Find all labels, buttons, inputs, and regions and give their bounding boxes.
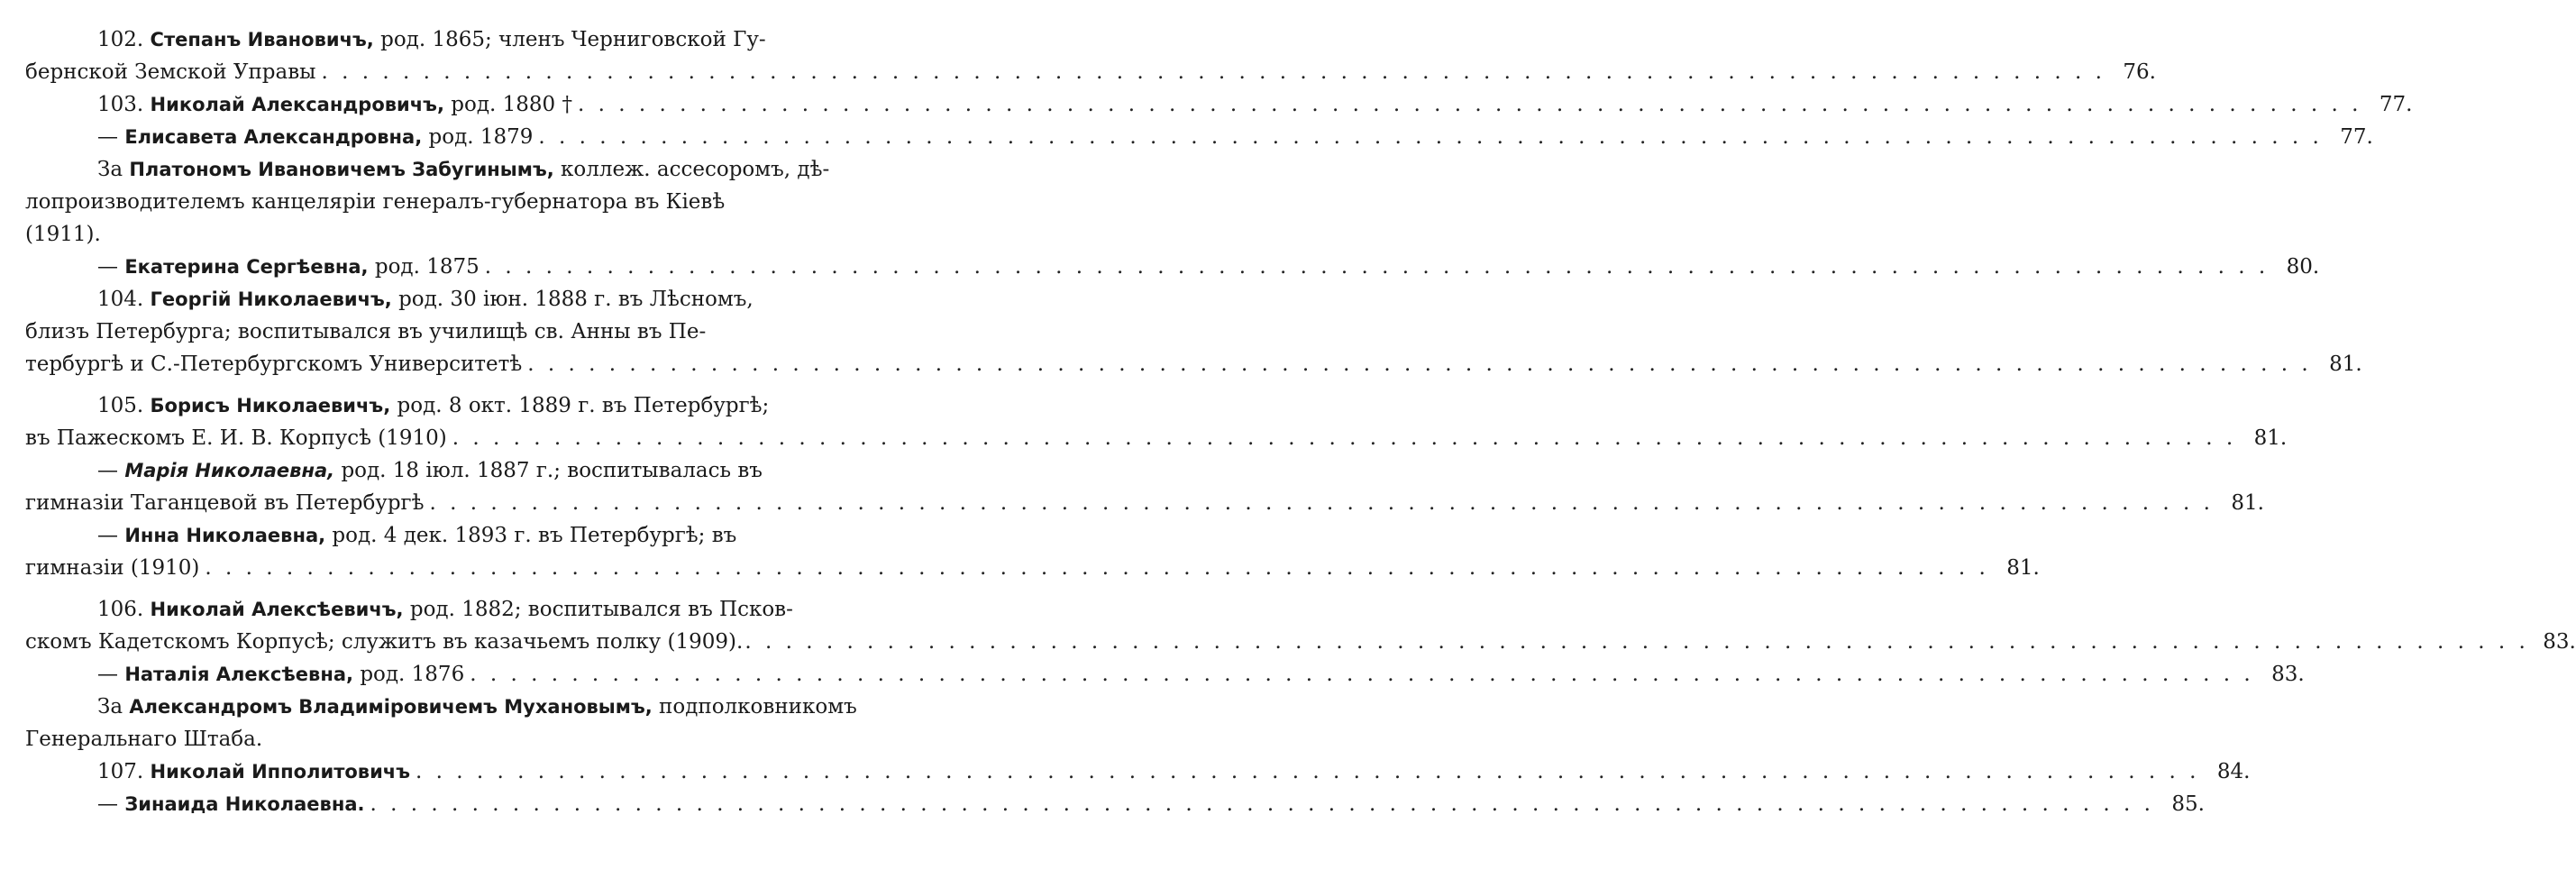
page-number: 81. xyxy=(2006,556,2040,580)
entry-dash: — xyxy=(97,792,118,816)
dot-leader xyxy=(578,88,2361,121)
index-entry-105 xyxy=(25,389,2288,454)
entry-text: скомъ Кадетскомъ Корпусѣ; служитъ въ казачьемъ полку (1909). xyxy=(25,630,744,654)
index-entry-104 xyxy=(25,283,2362,380)
page-number: 83. xyxy=(2543,630,2576,654)
entry-text: род. 1880 † xyxy=(451,93,572,116)
page-number: 76. xyxy=(2123,60,2156,84)
entry-text: гимназіи (1910) xyxy=(25,556,200,580)
entry-line xyxy=(25,251,2320,283)
person-name: Борисъ Николаевичъ, xyxy=(150,395,391,417)
person-name: Георгій Николаевичъ, xyxy=(150,288,392,310)
entry-lead: За xyxy=(97,695,123,719)
person-name: Александромъ Владиміровичемъ Мухановымъ, xyxy=(129,696,653,718)
entry-line xyxy=(25,316,936,348)
dot-leader xyxy=(429,487,2213,519)
index-entry-106 xyxy=(25,593,2576,658)
person-name: Николай Алексѣевичъ, xyxy=(150,599,404,620)
entry-number: 106. xyxy=(97,598,144,621)
page-number: 81. xyxy=(2231,491,2264,515)
dot-leader xyxy=(538,121,2322,153)
person-name: Инна Николаевна, xyxy=(124,525,326,546)
person-name: Николай Александровичъ, xyxy=(150,94,444,115)
entry-line xyxy=(25,691,936,723)
entry-text: род. 18 іюл. 1887 г.; воспитывалась въ xyxy=(341,459,763,482)
entry-line xyxy=(25,186,936,218)
entry-text: тербургѣ и С.-Петербургскомъ Университетѣ xyxy=(25,352,523,376)
index-entry-102 xyxy=(25,23,2156,88)
entry-text: бернской Земской Управы xyxy=(25,60,316,84)
entry-text: подполковникомъ xyxy=(659,695,857,719)
entry-text-wrap xyxy=(97,658,464,691)
index-entry-inna xyxy=(25,519,2040,584)
entry-line xyxy=(25,454,936,487)
entry-line xyxy=(25,23,936,56)
person-name: Елисавета Александровна, xyxy=(124,126,423,148)
entry-line xyxy=(25,389,936,422)
entry-text: въ Пажескомъ Е. И. В. Корпусѣ (1910) xyxy=(25,426,447,450)
entry-text: род. 30 іюн. 1888 г. въ Лѣсномъ, xyxy=(398,288,754,311)
entry-line xyxy=(25,56,2156,88)
person-name: Екатерина Сергѣевна, xyxy=(124,256,369,278)
entry-dash: — xyxy=(97,125,118,149)
entry-number: 105. xyxy=(97,394,144,417)
entry-line xyxy=(25,788,2205,820)
entry-number: 107. xyxy=(97,760,144,783)
entry-text: гимназіи Таганцевой въ Петербургѣ xyxy=(25,491,425,515)
index-entry-maria xyxy=(25,454,2264,519)
dot-leader xyxy=(470,658,2253,691)
person-name: Зинаида Николаевна. xyxy=(124,793,365,815)
person-name: Марія Николаевна, xyxy=(124,460,335,481)
dot-leader xyxy=(527,348,2311,380)
index-page xyxy=(25,23,2576,820)
entry-line xyxy=(25,487,2264,519)
entry-line xyxy=(25,422,2288,454)
dot-leader xyxy=(744,626,2528,658)
entry-text: род. 1879 xyxy=(428,125,534,149)
entry-line xyxy=(25,519,936,552)
dot-leader xyxy=(416,755,2199,788)
page-number: 81. xyxy=(2329,352,2362,376)
page-number: 77. xyxy=(2340,125,2373,149)
entry-line xyxy=(25,348,2362,380)
entry-line xyxy=(25,552,2040,584)
index-entry-107 xyxy=(25,755,2251,788)
page-number: 84. xyxy=(2216,760,2251,783)
entry-text: близъ Петербурга; воспитывался въ училищѣ св. Анны въ Пе- xyxy=(25,320,707,343)
index-entry-elisaveta xyxy=(25,121,2373,153)
person-name: Платономъ Ивановичемъ Забугинымъ, xyxy=(129,159,554,180)
entry-text: род. 1875 xyxy=(374,255,480,279)
entry-lead: За xyxy=(97,158,123,181)
dot-leader xyxy=(321,56,2105,88)
entry-line xyxy=(25,121,2373,153)
entry-dash: — xyxy=(97,663,118,686)
index-entry-spouse-zabugin xyxy=(25,153,936,251)
person-name: Николай Ипполитовичъ xyxy=(150,761,410,783)
entry-line xyxy=(25,153,936,186)
entry-text: род. 4 дек. 1893 г. въ Петербургѣ; въ xyxy=(332,524,737,547)
person-name: Наталія Алексѣевна, xyxy=(124,664,353,685)
page-number: 83. xyxy=(2271,663,2305,686)
entry-text: лопроизводителемъ канцеляріи генералъ-губернатора въ Кіевѣ xyxy=(25,190,726,214)
entry-text: род. 1876 xyxy=(360,663,465,686)
entry-line xyxy=(25,658,2305,691)
page-number: 77. xyxy=(2379,93,2413,116)
person-name: Степанъ Ивановичъ, xyxy=(150,29,374,50)
entry-text: (1911). xyxy=(25,223,101,246)
dot-leader xyxy=(485,251,2269,283)
entry-line xyxy=(25,593,936,626)
index-entry-spouse-mukhanov xyxy=(25,691,936,755)
entry-line xyxy=(25,88,2413,121)
index-entry-natalia xyxy=(25,658,2305,691)
page-number: 85. xyxy=(2171,792,2205,816)
entry-line xyxy=(25,626,2576,658)
entry-line xyxy=(25,755,2251,788)
entry-text-wrap xyxy=(97,788,365,820)
page-number: 81. xyxy=(2253,426,2288,450)
entry-dash: — xyxy=(97,459,118,482)
index-entry-zinaida xyxy=(25,788,2205,820)
entry-line xyxy=(25,218,936,251)
entry-text: Генеральнаго Штаба. xyxy=(25,728,263,751)
entry-number: 102. xyxy=(97,28,144,51)
entry-dash: — xyxy=(97,255,118,279)
entry-line xyxy=(25,723,936,755)
entry-dash: — xyxy=(97,524,118,547)
entry-text: род. 1865; членъ Черниговской Гу- xyxy=(380,28,766,51)
entry-number: 104. xyxy=(97,288,144,311)
entry-text-wrap xyxy=(97,755,410,788)
entry-text-wrap xyxy=(97,88,572,121)
entry-text: род. 8 окт. 1889 г. въ Петербургѣ; xyxy=(397,394,770,417)
dot-leader xyxy=(205,552,1988,584)
dot-leader xyxy=(452,422,2236,454)
dot-leader xyxy=(370,788,2154,820)
entry-text: род. 1882; воспитывался въ Псков- xyxy=(409,598,793,621)
entry-number: 103. xyxy=(97,93,144,116)
entry-text-wrap xyxy=(97,251,480,283)
index-entry-ekaterina xyxy=(25,251,2320,283)
entry-line xyxy=(25,283,936,316)
entry-text-wrap xyxy=(97,121,533,153)
page-number: 80. xyxy=(2286,255,2320,279)
index-entry-103 xyxy=(25,88,2413,121)
entry-text: коллеж. ассесоромъ, дѣ- xyxy=(561,158,830,181)
